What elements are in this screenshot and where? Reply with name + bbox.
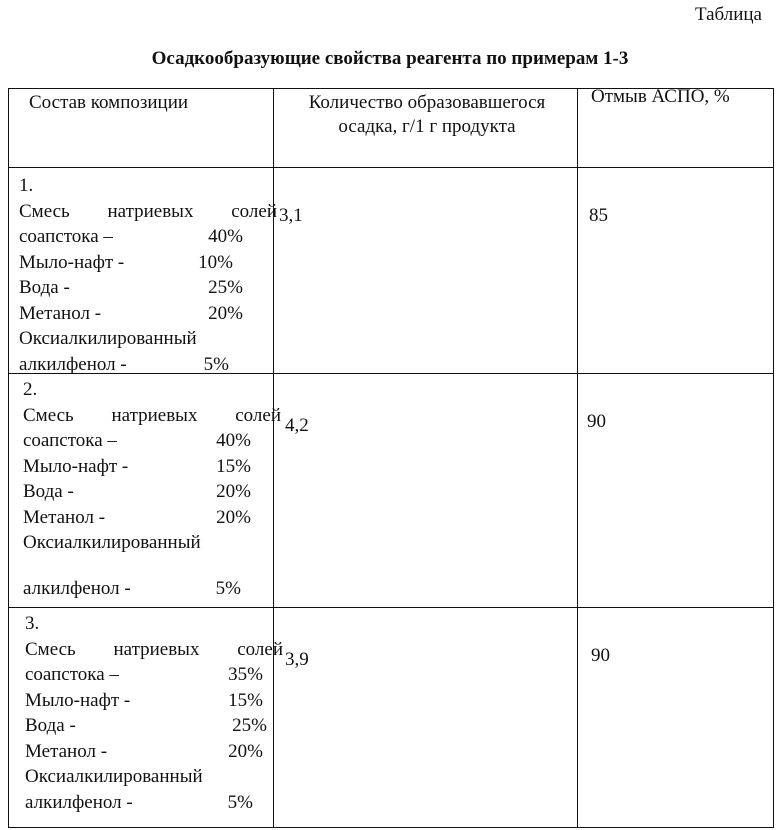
row-1-wash: 85 <box>589 205 608 226</box>
component-label: Смесь <box>23 404 74 426</box>
row-divider <box>9 607 773 608</box>
component-percent: 35% <box>228 664 263 685</box>
row-3-sediment: 3,9 <box>285 649 309 670</box>
row-number: 2. <box>23 379 38 400</box>
component-label: Оксиалкилированный <box>23 532 201 553</box>
component-percent: 10% <box>198 251 233 273</box>
component-label: Вода - <box>25 715 76 736</box>
component-label: алкилфенол - <box>19 353 127 375</box>
component-percent: 20% <box>216 506 251 528</box>
table-caption: Таблица <box>694 4 762 25</box>
column-divider <box>577 89 578 827</box>
row-2-wash: 90 <box>587 411 606 432</box>
component-label: Мыло-нафт - <box>19 251 125 273</box>
row-number: 1. <box>19 175 34 196</box>
component-label: алкилфенол - <box>25 791 133 813</box>
component-label: Метанол - <box>19 302 102 324</box>
component-percent: 15% <box>228 689 263 711</box>
component-percent: 25% <box>208 277 243 298</box>
component-label: Мыло-нафт - <box>23 455 129 477</box>
component-label: Оксиалкилированный <box>25 766 203 787</box>
data-table <box>8 88 774 828</box>
component-percent: 40% <box>208 226 243 247</box>
row-1-sediment: 3,1 <box>279 205 303 226</box>
row-number: 3. <box>25 613 40 634</box>
row-divider <box>9 167 773 168</box>
row-3-wash: 90 <box>591 645 610 666</box>
component-label: Метанол - <box>25 740 108 762</box>
component-label: соапстока – <box>25 664 119 685</box>
component-label: Метанол - <box>23 506 106 528</box>
row-2-sediment: 4,2 <box>285 415 309 436</box>
component-label: Смесь <box>25 638 76 660</box>
row-1-composition: 1. Смесь натриевых солей соапстока – 40% Мыло-нафт - 10% Вода - 25% Метанол - 20% Оксиалкилированный алкилфенол - 5% <box>19 173 277 377</box>
component-percent: 20% <box>216 481 251 502</box>
component-label: Вода - <box>19 277 70 298</box>
document-title: Осадкообразующие свойства реагента по примерам 1-3 <box>151 48 629 69</box>
component-label: соапстока – <box>23 430 117 451</box>
row-3-composition: 3. Смесь натриевых солей соапстока – 35% Мыло-нафт - 15% Вода - 25% Метанол - 20% Оксиалкилированный алкилфенол - 5% <box>25 611 283 815</box>
component-percent: 15% <box>216 455 251 477</box>
header-composition: Состав композиции <box>29 92 189 113</box>
header-wash: Отмыв АСПО, % <box>591 86 730 107</box>
component-label: Мыло-нафт - <box>25 689 131 711</box>
component-percent: 20% <box>208 302 243 324</box>
component-percent: 5% <box>203 353 229 375</box>
component-percent: 40% <box>216 430 251 451</box>
component-label: Смесь <box>19 200 70 222</box>
component-label: алкилфенол - <box>23 577 131 599</box>
component-label: соапстока – <box>19 226 113 247</box>
component-percent: 5% <box>227 791 253 813</box>
header-sediment: Количество образовавшегося осадка, г/1 г продукта <box>308 92 546 137</box>
component-label: Вода - <box>23 481 74 502</box>
component-percent: 5% <box>215 577 241 599</box>
component-label: Оксиалкилированный <box>19 328 197 349</box>
row-2-composition: 2. Смесь натриевых солей соапстока – 40% Мыло-нафт - 15% Вода - 20% Метанол - 20% Оксиалкилированный алкилфенол - 5% <box>23 377 281 601</box>
component-percent: 25% <box>232 715 267 736</box>
component-percent: 20% <box>228 740 263 762</box>
